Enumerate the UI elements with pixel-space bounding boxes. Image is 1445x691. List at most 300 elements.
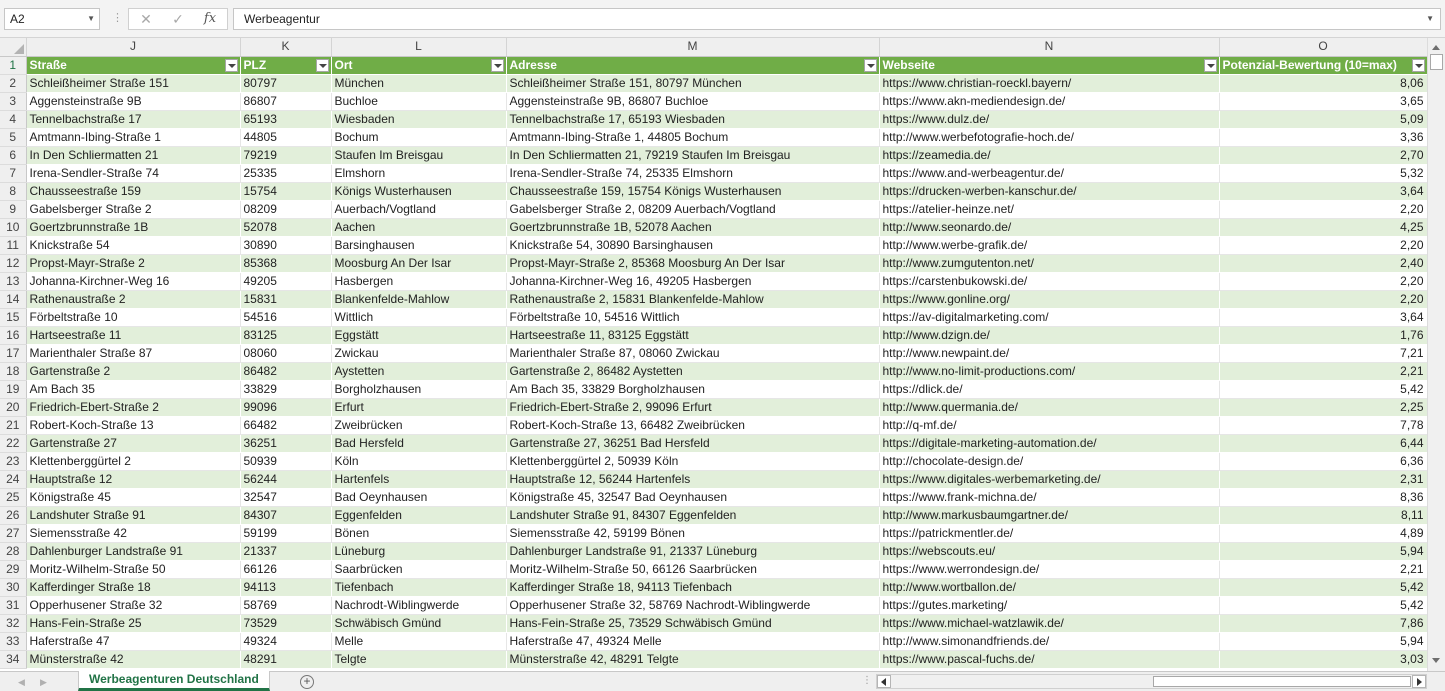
cell-strasse[interactable]: In Den Schliermatten 21 bbox=[26, 146, 240, 164]
cell-ort[interactable]: Nachrodt-Wiblingwerde bbox=[331, 596, 506, 614]
cell-strasse[interactable]: Förbeltstraße 10 bbox=[26, 308, 240, 326]
cell-adresse[interactable]: Amtmann-Ibing-Straße 1, 44805 Bochum bbox=[506, 128, 879, 146]
cell-plz[interactable]: 73529 bbox=[240, 614, 331, 632]
cell-strasse[interactable]: Irena-Sendler-Straße 74 bbox=[26, 164, 240, 182]
cell-webseite[interactable]: https://patrickmentler.de/ bbox=[879, 524, 1219, 542]
cell-strasse[interactable]: Siemensstraße 42 bbox=[26, 524, 240, 542]
row-header[interactable]: 25 bbox=[0, 488, 26, 506]
table-header-row bbox=[0, 56, 1427, 74]
filter-dropdown-icon[interactable] bbox=[1204, 59, 1217, 72]
header-cell-bewertung[interactable] bbox=[1219, 56, 1427, 74]
filter-dropdown-icon[interactable] bbox=[316, 59, 329, 72]
cell-bewertung[interactable]: 5,42 bbox=[1219, 578, 1427, 596]
cell-bewertung[interactable]: 7,86 bbox=[1219, 614, 1427, 632]
table-row bbox=[0, 326, 1427, 344]
cell-webseite[interactable]: https://carstenbukowski.de/ bbox=[879, 272, 1219, 290]
row-header[interactable]: 16 bbox=[0, 326, 26, 344]
cell-webseite[interactable]: https://www.dulz.de/ bbox=[879, 110, 1219, 128]
cell-bewertung[interactable]: 6,44 bbox=[1219, 434, 1427, 452]
table-row bbox=[0, 524, 1427, 542]
add-sheet-icon[interactable]: + bbox=[300, 675, 314, 689]
cell-ort[interactable]: Aystetten bbox=[331, 362, 506, 380]
cell-strasse[interactable]: Moritz-Wilhelm-Straße 50 bbox=[26, 560, 240, 578]
cell-webseite[interactable]: http://www.seonardo.de/ bbox=[879, 218, 1219, 236]
cell-webseite[interactable]: https://www.christian-roeckl.bayern/ bbox=[879, 74, 1219, 92]
cell-adresse[interactable]: Kafferdinger Straße 18, 94113 Tiefenbach bbox=[506, 578, 879, 596]
filter-dropdown-icon[interactable] bbox=[225, 59, 238, 72]
formula-bar bbox=[0, 0, 1445, 38]
cell-bewertung[interactable]: 2,40 bbox=[1219, 254, 1427, 272]
cell-ort[interactable]: Barsinghausen bbox=[331, 236, 506, 254]
cell-adresse[interactable]: Dahlenburger Landstraße 91, 21337 Lüneburg bbox=[506, 542, 879, 560]
horizontal-scroll-thumb[interactable] bbox=[1153, 676, 1411, 687]
row-header[interactable]: 31 bbox=[0, 596, 26, 614]
insert-function-icon[interactable]: fx bbox=[203, 11, 217, 26]
expand-formula-icon[interactable]: ▼ bbox=[1426, 14, 1434, 23]
cell-ort[interactable]: Königs Wusterhausen bbox=[331, 182, 506, 200]
cell-webseite[interactable]: https://www.akn-mediendesign.de/ bbox=[879, 92, 1219, 110]
table-row bbox=[0, 560, 1427, 578]
header-cell-strasse[interactable] bbox=[26, 56, 240, 74]
cell-strasse[interactable]: Hauptstraße 12 bbox=[26, 470, 240, 488]
column-header-l[interactable]: L bbox=[331, 38, 506, 56]
cell-plz[interactable]: 56244 bbox=[240, 470, 331, 488]
cell-strasse[interactable]: Propst-Mayr-Straße 2 bbox=[26, 254, 240, 272]
row-header[interactable]: 11 bbox=[0, 236, 26, 254]
row-header[interactable]: 26 bbox=[0, 506, 26, 524]
cell-plz[interactable]: 49205 bbox=[240, 272, 331, 290]
cell-adresse[interactable]: Haferstraße 47, 49324 Melle bbox=[506, 632, 879, 650]
header-cell-webseite[interactable] bbox=[879, 56, 1219, 74]
cell-bewertung[interactable]: 2,20 bbox=[1219, 200, 1427, 218]
cell-strasse[interactable]: Klettenberggürtel 2 bbox=[26, 452, 240, 470]
table-row bbox=[0, 218, 1427, 236]
select-all-corner[interactable] bbox=[0, 38, 26, 56]
cell-plz[interactable]: 80797 bbox=[240, 74, 331, 92]
cell-webseite[interactable]: https://www.frank-michna.de/ bbox=[879, 488, 1219, 506]
sheet-tab-active[interactable]: Werbeagenturen Deutschland bbox=[78, 671, 270, 691]
cell-ort[interactable]: Tiefenbach bbox=[331, 578, 506, 596]
name-box-value: A2 bbox=[10, 12, 25, 26]
cell-webseite[interactable]: http://chocolate-design.de/ bbox=[879, 452, 1219, 470]
row-header[interactable]: 27 bbox=[0, 524, 26, 542]
scroll-left-icon[interactable] bbox=[877, 675, 891, 688]
cell-plz[interactable]: 66126 bbox=[240, 560, 331, 578]
cell-bewertung[interactable]: 8,36 bbox=[1219, 488, 1427, 506]
cell-adresse[interactable]: Hans-Fein-Straße 25, 73529 Schwäbisch Gmünd bbox=[506, 614, 879, 632]
cell-adresse[interactable]: Chausseestraße 159, 15754 Königs Wusterhausen bbox=[506, 182, 879, 200]
table-row bbox=[0, 146, 1427, 164]
cell-strasse[interactable]: Hans-Fein-Straße 25 bbox=[26, 614, 240, 632]
cell-plz[interactable]: 58769 bbox=[240, 596, 331, 614]
cell-bewertung[interactable]: 2,31 bbox=[1219, 470, 1427, 488]
cell-bewertung[interactable]: 1,76 bbox=[1219, 326, 1427, 344]
row-header[interactable]: 1 bbox=[0, 56, 26, 74]
cell-bewertung[interactable]: 2,21 bbox=[1219, 560, 1427, 578]
cell-ort[interactable]: Buchloe bbox=[331, 92, 506, 110]
header-label: Straße bbox=[29, 57, 67, 72]
cell-bewertung[interactable]: 5,94 bbox=[1219, 632, 1427, 650]
row-header[interactable]: 32 bbox=[0, 614, 26, 632]
check-icon[interactable]: ✓ bbox=[172, 11, 184, 27]
table-row bbox=[0, 470, 1427, 488]
next-sheet-icon[interactable]: ▶ bbox=[40, 677, 47, 687]
cell-ort[interactable]: Köln bbox=[331, 452, 506, 470]
row-header[interactable]: 20 bbox=[0, 398, 26, 416]
table-row bbox=[0, 110, 1427, 128]
cell-plz[interactable]: 08209 bbox=[240, 200, 331, 218]
cell-adresse[interactable]: Marienthaler Straße 87, 08060 Zwickau bbox=[506, 344, 879, 362]
column-header-m[interactable]: M bbox=[506, 38, 879, 56]
row-header[interactable]: 18 bbox=[0, 362, 26, 380]
row-header[interactable]: 2 bbox=[0, 74, 26, 92]
cell-ort[interactable]: Schwäbisch Gmünd bbox=[331, 614, 506, 632]
cell-webseite[interactable]: https://webscouts.eu/ bbox=[879, 542, 1219, 560]
cell-strasse[interactable]: Tennelbachstraße 17 bbox=[26, 110, 240, 128]
cell-webseite[interactable]: https://zeamedia.de/ bbox=[879, 146, 1219, 164]
vertical-scroll-thumb[interactable] bbox=[1430, 54, 1443, 70]
table-row bbox=[0, 128, 1427, 146]
header-label: Potenzial-Bewertung (10=max) bbox=[1222, 57, 1397, 72]
cell-plz[interactable]: 65193 bbox=[240, 110, 331, 128]
drag-handle-icon[interactable]: ⋮ bbox=[112, 12, 122, 24]
row-header[interactable]: 23 bbox=[0, 452, 26, 470]
cell-adresse[interactable]: Am Bach 35, 33829 Borgholzhausen bbox=[506, 380, 879, 398]
cell-plz[interactable]: 66482 bbox=[240, 416, 331, 434]
cell-webseite[interactable]: http://www.markusbaumgartner.de/ bbox=[879, 506, 1219, 524]
cell-bewertung[interactable]: 3,64 bbox=[1219, 182, 1427, 200]
cell-adresse[interactable]: Klettenberggürtel 2, 50939 Köln bbox=[506, 452, 879, 470]
table-row bbox=[0, 290, 1427, 308]
cell-bewertung[interactable]: 3,36 bbox=[1219, 128, 1427, 146]
cell-bewertung[interactable]: 2,70 bbox=[1219, 146, 1427, 164]
cell-plz[interactable]: 84307 bbox=[240, 506, 331, 524]
cell-strasse[interactable]: Kafferdinger Straße 18 bbox=[26, 578, 240, 596]
cell-strasse[interactable]: Amtmann-Ibing-Straße 1 bbox=[26, 128, 240, 146]
sheet-tab-bar bbox=[0, 671, 1445, 691]
scroll-up-icon[interactable] bbox=[1431, 42, 1442, 54]
horizontal-scrollbar[interactable] bbox=[876, 674, 1427, 689]
cell-strasse[interactable]: Haferstraße 47 bbox=[26, 632, 240, 650]
cell-ort[interactable]: Telgte bbox=[331, 650, 506, 668]
cell-ort[interactable]: Bönen bbox=[331, 524, 506, 542]
cell-strasse[interactable]: Münsterstraße 42 bbox=[26, 650, 240, 668]
row-header[interactable]: 8 bbox=[0, 182, 26, 200]
cell-strasse[interactable]: Gartenstraße 2 bbox=[26, 362, 240, 380]
cell-ort[interactable]: Eggenfelden bbox=[331, 506, 506, 524]
row-header[interactable]: 4 bbox=[0, 110, 26, 128]
cell-strasse[interactable]: Knickstraße 54 bbox=[26, 236, 240, 254]
cell-strasse[interactable]: Johanna-Kirchner-Weg 16 bbox=[26, 272, 240, 290]
cell-adresse[interactable]: In Den Schliermatten 21, 79219 Staufen Im Breisgau bbox=[506, 146, 879, 164]
table-row bbox=[0, 434, 1427, 452]
cell-plz[interactable]: 32547 bbox=[240, 488, 331, 506]
cell-strasse[interactable]: Robert-Koch-Straße 13 bbox=[26, 416, 240, 434]
cell-adresse[interactable]: Landshuter Straße 91, 84307 Eggenfelden bbox=[506, 506, 879, 524]
cell-adresse[interactable]: Münsterstraße 42, 48291 Telgte bbox=[506, 650, 879, 668]
cell-ort[interactable]: München bbox=[331, 74, 506, 92]
row-header[interactable]: 14 bbox=[0, 290, 26, 308]
cell-plz[interactable]: 85368 bbox=[240, 254, 331, 272]
cell-ort[interactable]: Elmshorn bbox=[331, 164, 506, 182]
cell-ort[interactable]: Zwickau bbox=[331, 344, 506, 362]
row-header[interactable]: 7 bbox=[0, 164, 26, 182]
cell-strasse[interactable]: Königstraße 45 bbox=[26, 488, 240, 506]
cell-adresse[interactable]: Irena-Sendler-Straße 74, 25335 Elmshorn bbox=[506, 164, 879, 182]
cell-adresse[interactable]: Johanna-Kirchner-Weg 16, 49205 Hasbergen bbox=[506, 272, 879, 290]
cell-bewertung[interactable]: 5,42 bbox=[1219, 380, 1427, 398]
cell-bewertung[interactable]: 5,94 bbox=[1219, 542, 1427, 560]
cell-webseite[interactable]: https://gutes.marketing/ bbox=[879, 596, 1219, 614]
cell-strasse[interactable]: Hartseestraße 11 bbox=[26, 326, 240, 344]
cell-plz[interactable]: 99096 bbox=[240, 398, 331, 416]
cell-ort[interactable]: Borgholzhausen bbox=[331, 380, 506, 398]
cell-ort[interactable]: Saarbrücken bbox=[331, 560, 506, 578]
cell-strasse[interactable]: Schleißheimer Straße 151 bbox=[26, 74, 240, 92]
cell-plz[interactable]: 54516 bbox=[240, 308, 331, 326]
cell-strasse[interactable]: Rathenaustraße 2 bbox=[26, 290, 240, 308]
row-header[interactable]: 29 bbox=[0, 560, 26, 578]
cell-plz[interactable]: 44805 bbox=[240, 128, 331, 146]
cell-webseite[interactable]: https://atelier-heinze.net/ bbox=[879, 200, 1219, 218]
cell-plz[interactable]: 25335 bbox=[240, 164, 331, 182]
table-row bbox=[0, 416, 1427, 434]
cell-plz[interactable]: 86482 bbox=[240, 362, 331, 380]
cell-strasse[interactable]: Opperhusener Straße 32 bbox=[26, 596, 240, 614]
row-header[interactable]: 5 bbox=[0, 128, 26, 146]
cell-bewertung[interactable]: 2,20 bbox=[1219, 290, 1427, 308]
cell-adresse[interactable]: Königstraße 45, 32547 Bad Oeynhausen bbox=[506, 488, 879, 506]
cell-ort[interactable]: Lüneburg bbox=[331, 542, 506, 560]
cell-ort[interactable]: Wittlich bbox=[331, 308, 506, 326]
scroll-right-icon[interactable] bbox=[1412, 675, 1426, 688]
cell-adresse[interactable]: Tennelbachstraße 17, 65193 Wiesbaden bbox=[506, 110, 879, 128]
cell-adresse[interactable]: Siemensstraße 42, 59199 Bönen bbox=[506, 524, 879, 542]
cell-webseite[interactable]: https://dlick.de/ bbox=[879, 380, 1219, 398]
cell-strasse[interactable]: Dahlenburger Landstraße 91 bbox=[26, 542, 240, 560]
cell-ort[interactable]: Moosburg An Der Isar bbox=[331, 254, 506, 272]
cell-plz[interactable]: 36251 bbox=[240, 434, 331, 452]
cell-plz[interactable]: 49324 bbox=[240, 632, 331, 650]
row-header[interactable]: 13 bbox=[0, 272, 26, 290]
cell-webseite[interactable]: https://drucken-werben-kanschur.de/ bbox=[879, 182, 1219, 200]
table-row bbox=[0, 344, 1427, 362]
cell-webseite[interactable]: http://www.quermania.de/ bbox=[879, 398, 1219, 416]
cell-plz[interactable]: 59199 bbox=[240, 524, 331, 542]
cell-plz[interactable]: 15831 bbox=[240, 290, 331, 308]
cell-plz[interactable]: 08060 bbox=[240, 344, 331, 362]
column-header-o[interactable]: O bbox=[1219, 38, 1427, 56]
cell-plz[interactable]: 86807 bbox=[240, 92, 331, 110]
cell-webseite[interactable]: https://digitale-marketing-automation.de/ bbox=[879, 434, 1219, 452]
row-header[interactable]: 6 bbox=[0, 146, 26, 164]
filter-dropdown-icon[interactable] bbox=[864, 59, 877, 72]
cell-strasse[interactable]: Gabelsberger Straße 2 bbox=[26, 200, 240, 218]
cell-webseite[interactable]: https://www.werrondesign.de/ bbox=[879, 560, 1219, 578]
row-header[interactable]: 9 bbox=[0, 200, 26, 218]
cell-bewertung[interactable]: 3,03 bbox=[1219, 650, 1427, 668]
cell-strasse[interactable]: Am Bach 35 bbox=[26, 380, 240, 398]
cell-adresse[interactable]: Gabelsberger Straße 2, 08209 Auerbach/Vogtland bbox=[506, 200, 879, 218]
header-label: PLZ bbox=[243, 57, 267, 72]
cell-bewertung[interactable]: 3,64 bbox=[1219, 308, 1427, 326]
cell-webseite[interactable]: http://www.werbe-grafik.de/ bbox=[879, 236, 1219, 254]
cell-strasse[interactable]: Aggensteinstraße 9B bbox=[26, 92, 240, 110]
cell-adresse[interactable]: Schleißheimer Straße 151, 80797 München bbox=[506, 74, 879, 92]
cell-adresse[interactable]: Hartseestraße 11, 83125 Eggstätt bbox=[506, 326, 879, 344]
name-box[interactable] bbox=[4, 8, 100, 30]
cell-bewertung[interactable]: 2,20 bbox=[1219, 236, 1427, 254]
cell-ort[interactable]: Bad Oeynhausen bbox=[331, 488, 506, 506]
cell-webseite[interactable]: https://av-digitalmarketing.com/ bbox=[879, 308, 1219, 326]
cell-adresse[interactable]: Knickstraße 54, 30890 Barsinghausen bbox=[506, 236, 879, 254]
column-header-j[interactable]: J bbox=[26, 38, 240, 56]
cell-adresse[interactable]: Goertzbrunnstraße 1B, 52078 Aachen bbox=[506, 218, 879, 236]
cell-plz[interactable]: 50939 bbox=[240, 452, 331, 470]
cell-bewertung[interactable]: 5,42 bbox=[1219, 596, 1427, 614]
table-row bbox=[0, 272, 1427, 290]
select-all-icon bbox=[14, 44, 24, 54]
cell-plz[interactable]: 48291 bbox=[240, 650, 331, 668]
cell-bewertung[interactable]: 3,65 bbox=[1219, 92, 1427, 110]
cell-plz[interactable]: 83125 bbox=[240, 326, 331, 344]
filter-dropdown-icon[interactable] bbox=[491, 59, 504, 72]
cell-bewertung[interactable]: 8,11 bbox=[1219, 506, 1427, 524]
cell-ort[interactable]: Wiesbaden bbox=[331, 110, 506, 128]
cell-webseite[interactable]: http://www.simonandfriends.de/ bbox=[879, 632, 1219, 650]
tab-split-handle-icon[interactable]: ⋮ bbox=[862, 675, 872, 686]
filter-dropdown-icon[interactable] bbox=[1412, 59, 1425, 72]
cell-strasse[interactable]: Chausseestraße 159 bbox=[26, 182, 240, 200]
row-header[interactable]: 17 bbox=[0, 344, 26, 362]
previous-sheet-icon[interactable]: ◀ bbox=[18, 677, 25, 687]
worksheet-grid[interactable] bbox=[0, 38, 1427, 671]
cell-webseite[interactable]: http://q-mf.de/ bbox=[879, 416, 1219, 434]
chevron-down-icon[interactable]: ▼ bbox=[87, 14, 95, 23]
cell-plz[interactable]: 21337 bbox=[240, 542, 331, 560]
header-cell-ort[interactable] bbox=[331, 56, 506, 74]
cell-adresse[interactable]: Robert-Koch-Straße 13, 66482 Zweibrücken bbox=[506, 416, 879, 434]
column-header-n[interactable]: N bbox=[879, 38, 1219, 56]
cell-ort[interactable]: Erfurt bbox=[331, 398, 506, 416]
cell-ort[interactable]: Zweibrücken bbox=[331, 416, 506, 434]
cell-ort[interactable]: Blankenfelde-Mahlow bbox=[331, 290, 506, 308]
column-header-k[interactable]: K bbox=[240, 38, 331, 56]
cell-bewertung[interactable]: 7,21 bbox=[1219, 344, 1427, 362]
cell-webseite[interactable]: https://www.and-werbeagentur.de/ bbox=[879, 164, 1219, 182]
cell-strasse[interactable]: Marienthaler Straße 87 bbox=[26, 344, 240, 362]
cell-webseite[interactable]: https://www.michael-watzlawik.de/ bbox=[879, 614, 1219, 632]
row-header[interactable]: 21 bbox=[0, 416, 26, 434]
cell-webseite[interactable]: https://www.digitales-werbemarketing.de/ bbox=[879, 470, 1219, 488]
cell-webseite[interactable]: http://www.dzign.de/ bbox=[879, 326, 1219, 344]
cell-adresse[interactable]: Propst-Mayr-Straße 2, 85368 Moosburg An Der Isar bbox=[506, 254, 879, 272]
header-cell-plz[interactable] bbox=[240, 56, 331, 74]
cell-bewertung[interactable]: 4,25 bbox=[1219, 218, 1427, 236]
table-row bbox=[0, 452, 1427, 470]
row-header[interactable]: 33 bbox=[0, 632, 26, 650]
header-cell-adresse[interactable] bbox=[506, 56, 879, 74]
table-row bbox=[0, 398, 1427, 416]
row-header[interactable]: 19 bbox=[0, 380, 26, 398]
cell-plz[interactable]: 52078 bbox=[240, 218, 331, 236]
cell-webseite[interactable]: http://www.zumgutenton.net/ bbox=[879, 254, 1219, 272]
cancel-icon[interactable]: ✕ bbox=[140, 11, 152, 27]
cell-webseite[interactable]: http://www.werbefotografie-hoch.de/ bbox=[879, 128, 1219, 146]
row-header[interactable]: 15 bbox=[0, 308, 26, 326]
cell-ort[interactable]: Melle bbox=[331, 632, 506, 650]
sheet-table bbox=[0, 38, 1427, 669]
cell-ort[interactable]: Bad Hersfeld bbox=[331, 434, 506, 452]
vertical-scrollbar[interactable] bbox=[1427, 38, 1445, 671]
table-row bbox=[0, 596, 1427, 614]
cell-bewertung[interactable]: 2,25 bbox=[1219, 398, 1427, 416]
cell-plz[interactable]: 94113 bbox=[240, 578, 331, 596]
cell-adresse[interactable]: Hauptstraße 12, 56244 Hartenfels bbox=[506, 470, 879, 488]
row-header[interactable]: 22 bbox=[0, 434, 26, 452]
row-header[interactable]: 28 bbox=[0, 542, 26, 560]
cell-strasse[interactable]: Gartenstraße 27 bbox=[26, 434, 240, 452]
cell-bewertung[interactable]: 7,78 bbox=[1219, 416, 1427, 434]
cell-webseite[interactable]: https://www.gonline.org/ bbox=[879, 290, 1219, 308]
cell-webseite[interactable]: http://www.wortballon.de/ bbox=[879, 578, 1219, 596]
cell-webseite[interactable]: https://www.pascal-fuchs.de/ bbox=[879, 650, 1219, 668]
cell-webseite[interactable]: http://www.no-limit-productions.com/ bbox=[879, 362, 1219, 380]
row-header[interactable]: 10 bbox=[0, 218, 26, 236]
cell-plz[interactable]: 15754 bbox=[240, 182, 331, 200]
cell-ort[interactable]: Bochum bbox=[331, 128, 506, 146]
cell-adresse[interactable]: Förbeltstraße 10, 54516 Wittlich bbox=[506, 308, 879, 326]
cell-plz[interactable]: 79219 bbox=[240, 146, 331, 164]
formula-input[interactable] bbox=[233, 8, 1441, 30]
cell-ort[interactable]: Auerbach/Vogtland bbox=[331, 200, 506, 218]
cell-bewertung[interactable]: 2,20 bbox=[1219, 272, 1427, 290]
cell-adresse[interactable]: Gartenstraße 27, 36251 Bad Hersfeld bbox=[506, 434, 879, 452]
formula-value: Werbeagentur bbox=[244, 12, 320, 26]
row-header[interactable]: 34 bbox=[0, 650, 26, 668]
scroll-down-icon[interactable] bbox=[1431, 655, 1442, 667]
cell-plz[interactable]: 33829 bbox=[240, 380, 331, 398]
cell-adresse[interactable]: Rathenaustraße 2, 15831 Blankenfelde-Mahlow bbox=[506, 290, 879, 308]
cell-adresse[interactable]: Moritz-Wilhelm-Straße 50, 66126 Saarbrücken bbox=[506, 560, 879, 578]
cell-adresse[interactable]: Aggensteinstraße 9B, 86807 Buchloe bbox=[506, 92, 879, 110]
cell-adresse[interactable]: Gartenstraße 2, 86482 Aystetten bbox=[506, 362, 879, 380]
row-header[interactable]: 12 bbox=[0, 254, 26, 272]
cell-bewertung[interactable]: 6,36 bbox=[1219, 452, 1427, 470]
cell-adresse[interactable]: Friedrich-Ebert-Straße 2, 99096 Erfurt bbox=[506, 398, 879, 416]
row-header[interactable]: 30 bbox=[0, 578, 26, 596]
table-row bbox=[0, 254, 1427, 272]
cell-ort[interactable]: Eggstätt bbox=[331, 326, 506, 344]
cell-bewertung[interactable]: 5,32 bbox=[1219, 164, 1427, 182]
row-header[interactable]: 3 bbox=[0, 92, 26, 110]
cell-ort[interactable]: Hasbergen bbox=[331, 272, 506, 290]
cell-ort[interactable]: Hartenfels bbox=[331, 470, 506, 488]
cell-plz[interactable]: 30890 bbox=[240, 236, 331, 254]
cell-strasse[interactable]: Friedrich-Ebert-Straße 2 bbox=[26, 398, 240, 416]
cell-adresse[interactable]: Opperhusener Straße 32, 58769 Nachrodt-Wiblingwerde bbox=[506, 596, 879, 614]
row-header[interactable]: 24 bbox=[0, 470, 26, 488]
cell-bewertung[interactable]: 4,89 bbox=[1219, 524, 1427, 542]
cell-bewertung[interactable]: 8,06 bbox=[1219, 74, 1427, 92]
cell-ort[interactable]: Staufen Im Breisgau bbox=[331, 146, 506, 164]
cell-webseite[interactable]: http://www.newpaint.de/ bbox=[879, 344, 1219, 362]
cell-bewertung[interactable]: 5,09 bbox=[1219, 110, 1427, 128]
cell-ort[interactable]: Aachen bbox=[331, 218, 506, 236]
cell-strasse[interactable]: Goertzbrunnstraße 1B bbox=[26, 218, 240, 236]
cell-bewertung[interactable]: 2,21 bbox=[1219, 362, 1427, 380]
cell-strasse[interactable]: Landshuter Straße 91 bbox=[26, 506, 240, 524]
